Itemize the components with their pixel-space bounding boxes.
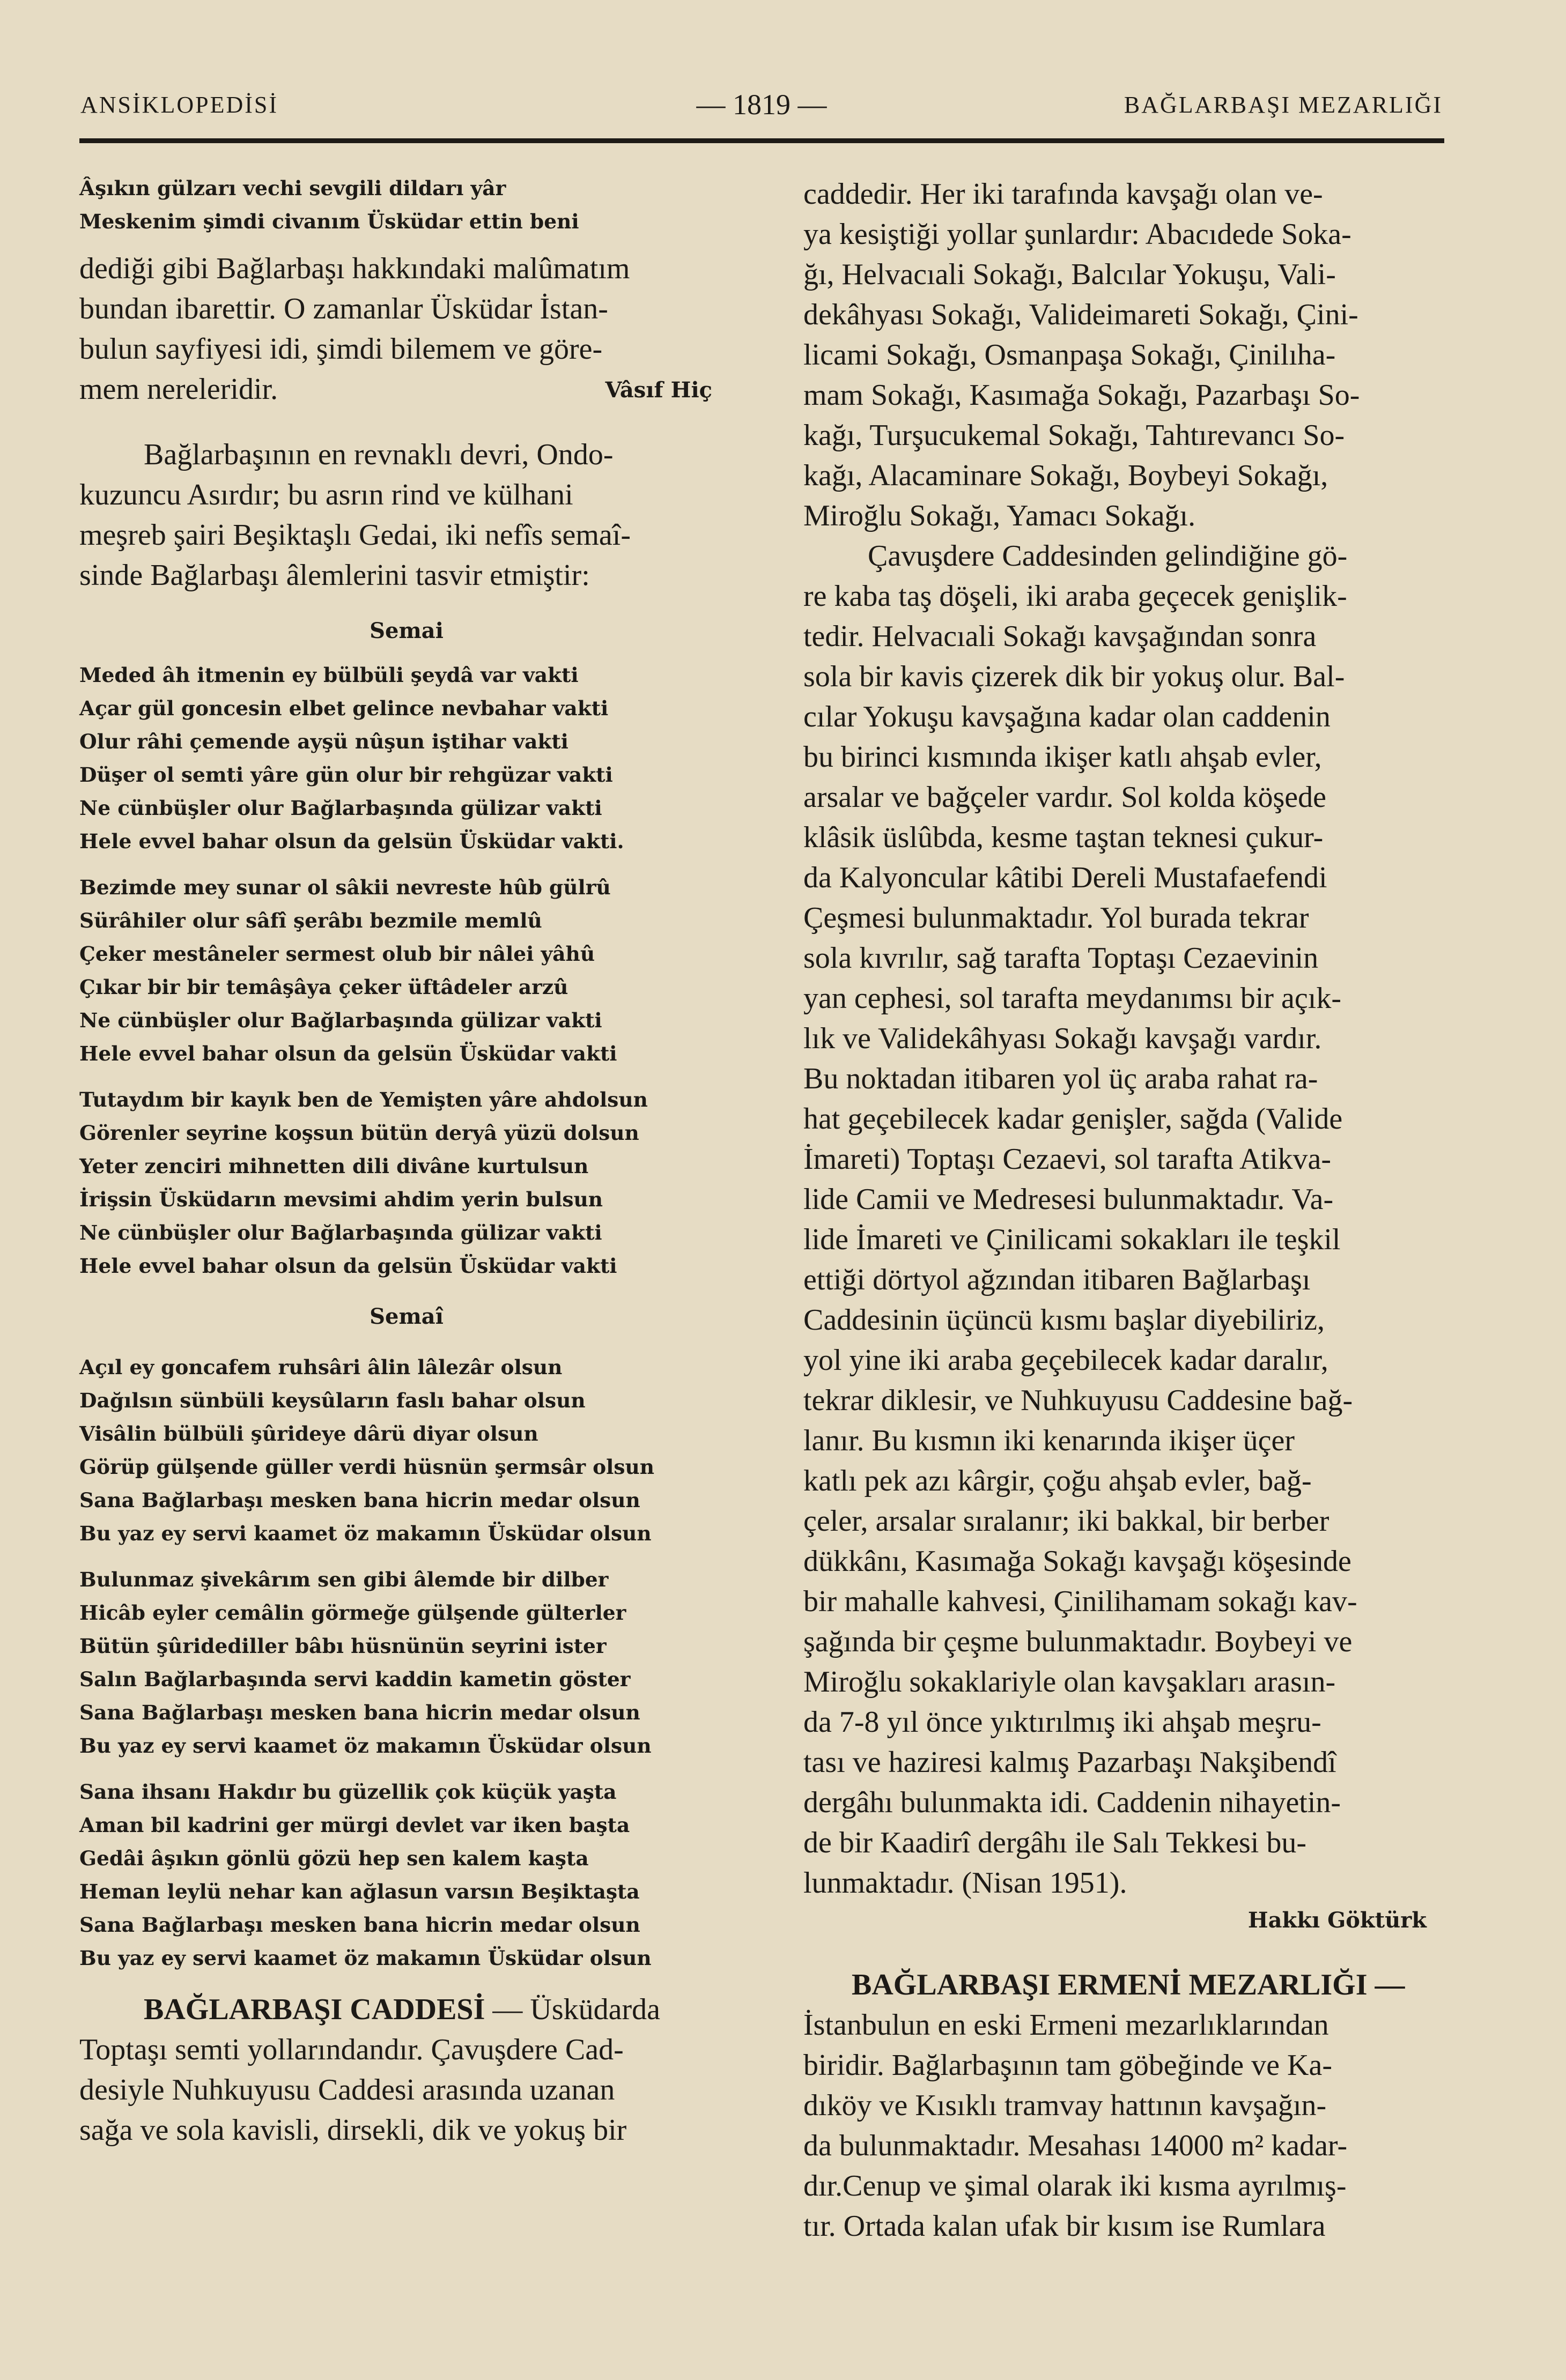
verse-line: Meded âh itmenin ey bülbüli şeydâ var vakti: [79, 663, 579, 687]
text-line: re kaba taş döşeli, iki araba geçecek genişlik-: [803, 580, 1347, 613]
text-line: da bulunmaktadır. Mesahası 14000 m² kadar-: [803, 2129, 1348, 2162]
section-subtitle: Semaî: [370, 1304, 444, 1329]
text-line: arsalar ve bağçeler vardır. Sol kolda köşede: [803, 781, 1326, 814]
verse-line: Hele evvel bahar olsun da gelsün Üsküdar vakti: [79, 1042, 617, 1065]
verse-line: Görenler seyrine koşsun bütün deryâ yüzü dolsun: [79, 1121, 639, 1145]
section-subtitle: Semai: [370, 618, 444, 643]
verse-line: Ne cünbüşler olur Bağlarbaşında gülizar vakti: [79, 796, 602, 820]
verse-line: Görüp gülşende güller verdi hüsnün şermsâr olsun: [79, 1455, 655, 1479]
text-line: ya kesiştiği yollar şunlardır: Abacıdede Soka-: [803, 218, 1351, 251]
text-line: Çeşmesi bulunmaktadır. Yol burada tekrar: [803, 901, 1309, 935]
verse-line: Sana Bağlarbaşı mesken bana hicrin medar olsun: [79, 1913, 640, 1937]
text-line: kağı, Alacaminare Sokağı, Boybeyi Sokağı,: [803, 459, 1328, 492]
epigraph: [79, 172, 734, 238]
stanza: [79, 1563, 734, 1762]
text-line: lunmaktadır. (Nisan 1951).: [803, 1866, 1127, 1900]
verse-line: Sürâhiler olur sâfî şerâbı bezmile memlû: [79, 909, 542, 932]
verse-line: Açıl ey goncafem ruhsâri âlin lâlezâr olsun: [79, 1355, 563, 1379]
text-line: hat geçebilecek kadar genişler, sağda (Valide: [803, 1102, 1343, 1136]
paragraph: [803, 536, 1459, 1903]
text-line: çeler, arsalar sıralanır; iki bakkal, bir berber: [803, 1504, 1329, 1538]
text-line: sola bir kavis çizerek dik bir yokuş olur. Bal-: [803, 660, 1345, 693]
text-line: İmareti) Toptaşı Cezaevi, sol tarafta Atikva-: [803, 1143, 1332, 1176]
text-line: ğı, Helvacıali Sokağı, Balcılar Yokuşu, Vali-: [803, 258, 1336, 291]
verse-line: Ne cünbüşler olur Bağlarbaşında gülizar vakti: [79, 1009, 602, 1032]
text-line: Miroğlu sokaklariyle olan kavşakları arasın-: [803, 1665, 1336, 1699]
entry-heading-line: [803, 1965, 1459, 2005]
entry-ermeni: [803, 1965, 1459, 2246]
left-column: [79, 172, 734, 2151]
verse-line: Çıkar bir bir temâşâya çeker üftâdeler arzû: [79, 975, 568, 999]
verse-line: Dağılsın sünbüli keysûların faslı bahar olsun: [79, 1389, 586, 1412]
text-line: lanır. Bu kısmın iki kenarında ikişer üçer: [803, 1424, 1295, 1457]
paragraph: [803, 174, 1459, 536]
text-line: [79, 1990, 734, 2030]
text-line: lık ve Validekâhyası Sokağı kavşağı vardır.: [803, 1022, 1322, 1055]
verse-line: Çeker mestâneler sermest olub bir nâlei yâhû: [79, 942, 595, 966]
verse-line: Bu yaz ey servi kaamet öz makamın Üsküdar olsun: [79, 1946, 652, 1970]
entry-caddesi: [79, 1990, 734, 2151]
entry-heading: BAĞLARBAŞI ERMENİ MEZARLIĞI —: [852, 1968, 1405, 2001]
text-line: dergâhı bulunmakta idi. Caddenin nihayetin-: [803, 1786, 1341, 1819]
stanza: [79, 1775, 734, 1975]
verse-line: Âşıkın gülzarı vechi sevgili dildarı yâr: [79, 176, 506, 200]
text-line: klâsik üslûbda, kesme taştan teknesi çukur-: [803, 821, 1324, 854]
stanza: [79, 871, 734, 1070]
author-signature: Hakkı Göktürk: [1247, 1908, 1427, 1933]
text-line: Caddesinin üçüncü kısmı başlar diyebiliriz,: [803, 1303, 1325, 1337]
text-line: lide Camii ve Medresesi bulunmaktadır. Va-: [803, 1183, 1334, 1216]
verse-line: Bulunmaz şivekârım sen gibi âlemde bir dilber: [79, 1568, 609, 1591]
stanza: [79, 1351, 734, 1550]
verse-line: Açar gül goncesin elbet gelince nevbahar vakti: [79, 696, 609, 720]
text-line: sola kıvrılır, sağ tarafta Toptaşı Cezaevinin: [803, 941, 1319, 975]
text-line: Bu noktadan itibaren yol üç araba rahat ra-: [803, 1062, 1318, 1095]
text-line: meşreb şairi Beşiktaşlı Gedai, iki nefîs semaî-: [79, 518, 631, 552]
verse-line: Visâlin bülbüli şûrideye dârü diyar olsun: [79, 1422, 538, 1445]
text-line: sağa ve sola kavisli, dirsekli, dik ve yokuş bir: [79, 2114, 627, 2147]
verse-line: Bütün şûridediller bâbı hüsnünün seyrini ister: [79, 1634, 607, 1658]
text-line: katlı pek azı kârgir, çoğu ahşab evler, bağ-: [803, 1464, 1312, 1497]
text-line: Miroğlu Sokağı, Yamacı Sokağı.: [803, 499, 1196, 532]
verse-line: Ne cünbüşler olur Bağlarbaşında gülizar vakti: [79, 1221, 602, 1244]
stanza: [79, 1083, 734, 1282]
verse-line: Tutaydım bir kayık ben de Yemişten yâre ahdolsun: [79, 1088, 648, 1111]
verse-line: İrişsin Üsküdarın mevsimi ahdim yerin bulsun: [79, 1188, 603, 1211]
text-line: tası ve haziresi kalmış Pazarbaşı Nakşibendî: [803, 1746, 1336, 1779]
header-rule: [79, 138, 1444, 143]
page-number: — 1819 —: [696, 88, 827, 121]
verse-line: Sana Bağlarbaşı mesken bana hicrin medar olsun: [79, 1701, 640, 1724]
header-right: BAĞLARBAŞI MEZARLIĞI: [1124, 92, 1443, 118]
text-line: yan cephesi, sol tarafta meydanımsı bir açık-: [803, 982, 1341, 1015]
text-line: cılar Yokuşu kavşağına kadar olan caddenin: [803, 700, 1331, 733]
verse-line: Sana ihsanı Hakdır bu güzellik çok küçük yaşta: [79, 1780, 617, 1804]
verse-line: Sana Bağlarbaşı mesken bana hicrin medar olsun: [79, 1488, 640, 1512]
text-line: da 7-8 yıl önce yıktırılmış iki ahşab meşru-: [803, 1706, 1321, 1739]
text-line: tekrar diklesir, ve Nuhkuyusu Caddesine bağ-: [803, 1384, 1353, 1417]
verse-line: Yeter zenciri mihnetten dili divâne kurtulsun: [79, 1154, 589, 1178]
entry-heading: BAĞLARBAŞI CADDESİ: [144, 1993, 485, 2026]
text-line: desiyle Nuhkuyusu Caddesi arasında uzanan: [79, 2073, 615, 2107]
verse-line: Salın Bağlarbaşında servi kaddin kametin göster: [79, 1667, 631, 1691]
verse-line: Olur râhi çemende ayşü nûşun iştihar vakti: [79, 730, 568, 753]
text-line: kağı, Turşucukemal Sokağı, Tahtırevancı So-: [803, 419, 1345, 452]
verse-line: Hele evvel bahar olsun da gelsün Üsküdar vakti.: [79, 829, 624, 853]
verse-line: Aman bil kadrini ger mürgi devlet var iken başta: [79, 1813, 630, 1837]
paragraph: [79, 435, 734, 596]
verse-line: Gedâi âşıkın gönlü gözü hep sen kalem kaşta: [79, 1847, 589, 1870]
text-line: tedir. Helvacıali Sokağı kavşağından sonra: [803, 620, 1317, 653]
text-line: ettiği dörtyol ağzından itibaren Bağlarbaşı: [803, 1263, 1311, 1296]
text-line: mem nereleridir.: [79, 373, 278, 406]
text-line: Çavuşdere Caddesinden gelindiğine gö-: [868, 539, 1348, 573]
text-line: bulun sayfiyesi idi, şimdi bilemem ve göre-: [79, 332, 603, 366]
text-line: de bir Kaadirî dergâhı ile Salı Tekkesi bu-: [803, 1826, 1306, 1859]
verse-line: Meskenim şimdi civanım Üsküdar ettin beni: [79, 210, 579, 233]
text-line: İstanbulun en eski Ermeni mezarlıklarından: [803, 2008, 1329, 2042]
text-line: Toptaşı semti yollarındandır. Çavuşdere Cad-: [79, 2033, 624, 2066]
author-signature: Vâsıf Hiç: [605, 377, 712, 403]
right-column: [803, 174, 1459, 2246]
text-line: licami Sokağı, Osmanpaşa Sokağı, Çinilıha-: [803, 338, 1336, 372]
header-left: ANSİKLOPEDİSİ: [80, 92, 278, 118]
text-line: şağında bir çeşme bulunmaktadır. Boybeyi ve: [803, 1625, 1353, 1658]
text-line: sinde Bağlarbaşı âlemlerini tasvir etmiştir:: [79, 559, 590, 592]
text-line: da Kalyoncular kâtibi Dereli Mustafaefendi: [803, 861, 1327, 894]
stanza: [79, 658, 734, 858]
running-header: [80, 88, 1443, 129]
text-line: biridir. Bağlarbaşının tam göbeğinde ve Ka-: [803, 2049, 1332, 2082]
verse-line: Bu yaz ey servi kaamet öz makamın Üsküdar olsun: [79, 1522, 652, 1545]
text-line: dediği gibi Bağlarbaşı hakkındaki malûmatım: [79, 252, 630, 285]
text-line: dıköy ve Kısıklı tramvay hattının kavşağın-: [803, 2089, 1327, 2122]
text-line: yol yine iki araba geçebilecek kadar daralır,: [803, 1344, 1328, 1377]
text-line: caddedir. Her iki tarafında kavşağı olan ve-: [803, 177, 1323, 211]
verse-line: Bezimde mey sunar ol sâkii nevreste hûb gülrû: [79, 876, 611, 899]
verse-line: Hicâb eyler cemâlin görmeğe gülşende gülterler: [79, 1601, 626, 1625]
text-line: bundan ibarettir. O zamanlar Üsküdar İstan-: [79, 292, 608, 325]
text-line: Bağlarbaşının en revnaklı devri, Ondo-: [144, 438, 614, 471]
text-line: tır. Ortada kalan ufak bir kısım ise Rumlara: [803, 2210, 1326, 2243]
verse-line: Düşer ol semti yâre gün olur bir rehgüzar vakti: [79, 763, 613, 787]
text-line: bir mahalle kahvesi, Çinilihamam sokağı kav-: [803, 1585, 1357, 1618]
verse-line: Hele evvel bahar olsun da gelsün Üsküdar vakti: [79, 1254, 617, 1278]
text-line: bu birinci kısmında ikişer katlı ahşab evler,: [803, 740, 1322, 774]
text-line: kuzuncu Asırdır; bu asrın rind ve külhani: [79, 478, 573, 511]
text-line: mam Sokağı, Kasımağa Sokağı, Pazarbaşı So-: [803, 379, 1360, 412]
text-line: dekâhyası Sokağı, Valideimareti Sokağı, Çini-: [803, 298, 1358, 331]
text-line: dükkânı, Kasımağa Sokağı kavşağı köşesinde: [803, 1545, 1351, 1578]
text-line: dır.Cenup ve şimal olarak iki kısma ayrılmış-: [803, 2169, 1347, 2203]
text-line: lide İmareti ve Çinilicami sokakları ile teşkil: [803, 1223, 1341, 1256]
verse-line: Bu yaz ey servi kaamet öz makamın Üsküdar olsun: [79, 1734, 652, 1758]
verse-line: Heman leylü nehar kan ağlasun varsın Beşiktaşta: [79, 1880, 640, 1903]
text-fragment: — Üsküdarda: [485, 1993, 660, 2026]
